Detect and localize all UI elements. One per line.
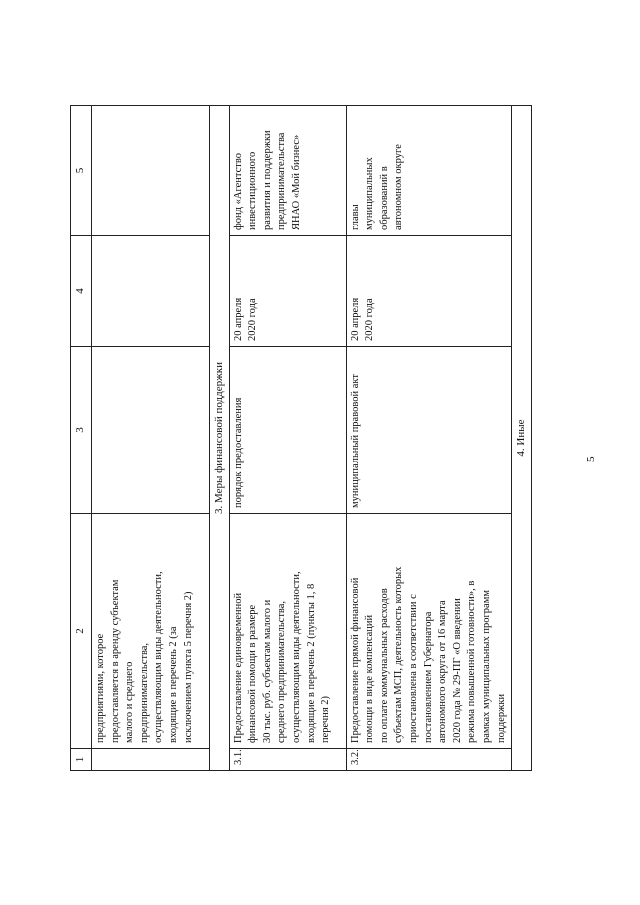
measure-text: предприятиями, которое предоставляется в аренду субъектам малого и среднего предпринимательства, осуществляющим виды деятельности, входящие в перечень 2 (за исключением пункта 5 перечня 2) (95, 571, 194, 743)
responsible-text: фонд «Агентство инвестиционного развития и поддержки предпринимательства ЯНАО «Мой бизнес» (232, 130, 302, 230)
form-cell (346, 347, 512, 514)
form-cell (229, 347, 346, 514)
deadline-cell (346, 236, 512, 347)
deadline-cell (92, 236, 210, 347)
section-header-row (512, 106, 532, 771)
form-text: муниципальный правовой акт (349, 374, 361, 508)
measure-text: Предоставление единовременной финансовой помощи в размере 30 тыс. руб. субъектам малого и среднего предпринимательства, осуществляющим виды деятельности, входящие в перечень 2 (пункты 1, 8 перечня 2) (232, 571, 332, 743)
section-header-row (210, 106, 230, 771)
header-col-5: 5 (71, 106, 92, 236)
responsible-cell (229, 106, 346, 236)
row-number: 3.1. (229, 749, 346, 771)
form-text: порядок предоставления (232, 397, 244, 508)
table-row (229, 106, 346, 771)
section-3-title: 3. Меры финансовой поддержки (210, 106, 230, 771)
form-cell (92, 347, 210, 514)
row-number: 3.2. (346, 749, 512, 771)
deadline-text: 20 апреля 2020 года (349, 297, 376, 341)
measure-cell (92, 514, 210, 749)
table-row (346, 106, 512, 771)
section-4-title: 4. Иные (512, 106, 532, 771)
measure-text: Предоставление прямой финансовой помощи в виде компенсаций по оплате коммунальных расходов субъектам МСП, деятельность которых приостановлена в соответствии с постановлением Губернатора автономного округа от 16 марта 2020 года № 29-ПГ «О введении режима повышенной готовности», в рамках муниципальных программ поддержки (349, 566, 507, 743)
page-number: 5 (585, 456, 597, 462)
row-number (92, 749, 210, 771)
responsible-cell (346, 106, 512, 236)
header-col-3: 3 (71, 347, 92, 514)
measures-table (70, 105, 532, 771)
responsible-cell (92, 106, 210, 236)
header-col-1: 1 (71, 749, 92, 771)
header-col-4: 4 (71, 236, 92, 347)
deadline-cell (229, 236, 346, 347)
header-col-2: 2 (71, 514, 92, 749)
responsible-text: главы муниципальных образований в автономном округе (349, 144, 405, 230)
measure-cell (346, 514, 512, 749)
deadline-text: 20 апреля 2020 года (232, 297, 259, 341)
table-row (92, 106, 210, 771)
measure-cell (229, 514, 346, 749)
table-header-row (71, 106, 92, 771)
